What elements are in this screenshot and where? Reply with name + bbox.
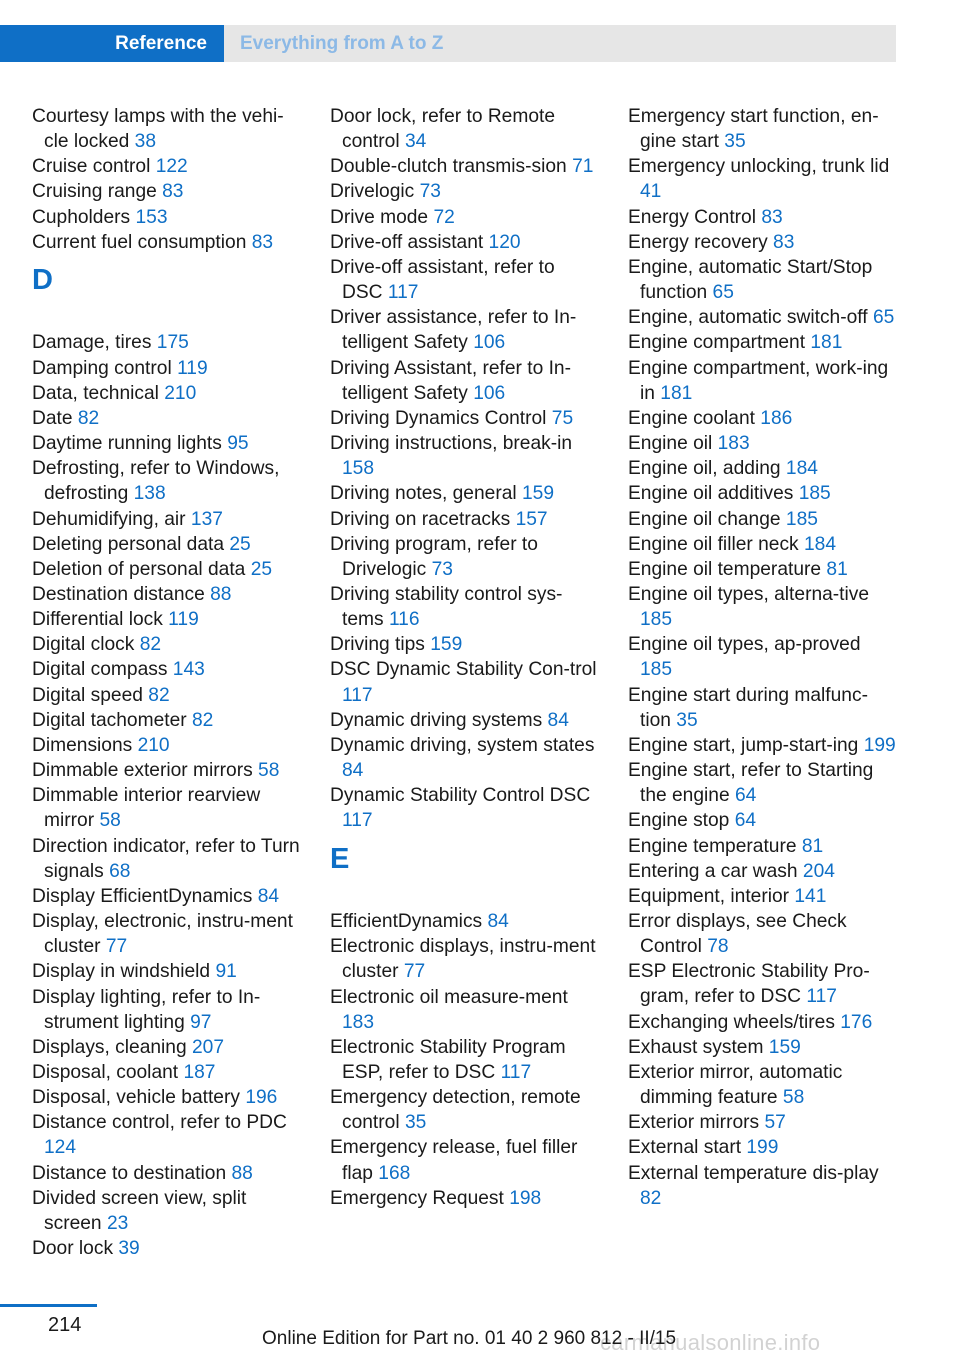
page-reference-link[interactable]: 82 xyxy=(640,1187,662,1209)
index-entry xyxy=(330,708,600,733)
index-entry-text: Engine oil filler neck xyxy=(628,533,799,555)
index-entry xyxy=(628,884,896,909)
index-entry-text: Exterior mirrors xyxy=(628,1112,760,1134)
index-entry-text: Engine oil xyxy=(628,433,713,455)
index-entry-text: Distance to destination xyxy=(32,1162,227,1184)
index-entry xyxy=(628,632,896,682)
page-reference-link[interactable]: 117 xyxy=(387,282,419,304)
index-entry xyxy=(628,532,896,557)
page-reference-link[interactable]: 185 xyxy=(798,483,831,505)
page-reference-link[interactable]: 137 xyxy=(190,508,223,530)
page-reference-link[interactable]: 38 xyxy=(134,131,157,153)
index-entry-text: Damage, tires xyxy=(32,332,152,354)
index-entry xyxy=(32,1161,300,1186)
index-entry xyxy=(32,582,300,607)
index-entry xyxy=(32,507,300,532)
index-entry-text: Engine start during malfunc‐tion xyxy=(628,684,868,731)
page-reference-link[interactable]: 73 xyxy=(431,558,453,580)
page-reference-link[interactable]: 95 xyxy=(227,433,249,455)
page-reference-link[interactable]: 185 xyxy=(640,659,673,681)
index-entry xyxy=(32,381,300,406)
index-entry xyxy=(330,179,600,204)
index-entry-text: Entering a car wash xyxy=(628,860,798,882)
page-reference-link[interactable]: 119 xyxy=(177,357,208,379)
page-reference-link[interactable]: 210 xyxy=(164,382,197,404)
page-reference-link[interactable]: 124 xyxy=(44,1137,77,1159)
index-entry xyxy=(32,104,300,154)
page-reference-link[interactable]: 58 xyxy=(782,1087,805,1109)
index-entry xyxy=(330,1135,600,1185)
index-entry-text: Driving stability control sys‐tems xyxy=(330,583,563,631)
index-entry xyxy=(32,708,300,733)
index-entry xyxy=(628,683,896,733)
page-reference-link[interactable]: 88 xyxy=(210,584,232,605)
index-entry-text: Divided screen view, split screen xyxy=(32,1187,247,1234)
index-entry xyxy=(330,1186,600,1211)
index-entry-text: Engine start, refer to Starting the engine xyxy=(628,760,874,807)
index-entry xyxy=(330,406,600,431)
index-entry-text: Door lock xyxy=(32,1238,114,1260)
index-entry-text: Deleting personal data xyxy=(32,533,225,555)
index-entry xyxy=(330,305,600,355)
page-reference-link[interactable]: 35 xyxy=(724,131,746,153)
index-entry-text: Electronic oil measure‐ment xyxy=(330,986,568,1008)
index-entry-text: Displays, cleaning xyxy=(32,1036,187,1058)
index-entry-text: Energy recovery xyxy=(628,231,768,253)
index-entry xyxy=(32,657,300,682)
index-entry xyxy=(32,959,300,984)
index-column-1 xyxy=(32,104,300,1261)
index-entry-text: Digital clock xyxy=(32,634,135,656)
index-entry xyxy=(330,657,600,707)
index-entry xyxy=(628,154,896,204)
index-entry xyxy=(32,758,300,783)
index-entry xyxy=(330,733,600,783)
index-entry-text: Courtesy lamps with the vehi‐cle locked xyxy=(32,106,284,153)
index-entry xyxy=(628,1110,896,1135)
index-entry-text: Distance control, refer to PDC xyxy=(32,1112,287,1134)
index-entry-text: Direction indicator, refer to Turn signals xyxy=(32,835,300,882)
page-reference-link[interactable]: 82 xyxy=(77,407,100,429)
page-reference-link[interactable]: 65 xyxy=(712,282,734,304)
page-reference-link[interactable]: 57 xyxy=(764,1112,786,1134)
index-entry-text: Cruise control xyxy=(32,156,151,178)
index-entry xyxy=(32,330,300,355)
page-reference-link[interactable]: 122 xyxy=(155,156,188,178)
index-entry xyxy=(628,1161,896,1211)
index-entry-text: Differential lock xyxy=(32,609,163,631)
index-entry-text: Driving notes, general xyxy=(330,483,517,505)
page-reference-link[interactable]: 65 xyxy=(872,307,895,329)
index-entry-text: Electronic Stability Program ESP, refer to DSC xyxy=(330,1036,566,1083)
index-entry xyxy=(628,834,896,859)
page-reference-link[interactable]: 82 xyxy=(148,684,170,706)
index-entry xyxy=(32,909,300,959)
index-entry-text: Equipment, interior xyxy=(628,885,790,907)
index-entry-text: Engine coolant xyxy=(628,407,755,429)
watermark: carmanualsonline.info xyxy=(600,1330,821,1355)
page-reference-link[interactable]: 84 xyxy=(342,760,364,782)
page-reference-link[interactable]: 64 xyxy=(734,785,757,807)
index-entry xyxy=(32,179,300,204)
index-entry xyxy=(628,507,896,532)
index-entry xyxy=(330,934,600,984)
index-entry-text: External temperature dis‐play xyxy=(628,1162,879,1184)
page-reference-link[interactable]: 75 xyxy=(551,407,574,429)
page-reference-link[interactable]: 186 xyxy=(760,407,793,429)
page-reference-link[interactable]: 196 xyxy=(245,1087,278,1109)
index-entry xyxy=(628,481,896,506)
page-reference-link[interactable]: 68 xyxy=(109,860,131,882)
index-entry xyxy=(32,431,300,456)
index-entry xyxy=(628,582,896,632)
index-entry-text: External start xyxy=(628,1137,742,1159)
index-entry-text: Door lock, refer to Remote control xyxy=(330,106,556,153)
index-entry-text: Display EfficientDynamics xyxy=(32,885,253,907)
index-entry-text: Engine temperature xyxy=(628,835,797,857)
page-reference-link[interactable]: 77 xyxy=(403,961,426,983)
index-entry-text: Engine oil additives xyxy=(628,483,794,505)
index-entry-text: Dehumidifying, air xyxy=(32,508,186,530)
index-entry-text: Error displays, see Check Control xyxy=(628,911,847,958)
index-entry-text: Damping control xyxy=(32,357,172,379)
index-entry-text: DSC Dynamic Stability Con‐trol xyxy=(330,659,597,681)
index-entry-text: Engine oil types, alterna‐tive xyxy=(628,583,870,605)
index-entry-text: Display, electronic, instru‐ment cluster xyxy=(32,911,293,958)
index-column-3 xyxy=(628,104,896,1211)
edition-text: Online Edition for Part no. 01 40 2 960 812 - II/15 xyxy=(262,1328,677,1349)
index-entry xyxy=(330,582,600,632)
page-reference-link[interactable]: 181 xyxy=(660,382,693,404)
index-column-2 xyxy=(330,104,600,1211)
index-entry-text: EfficientDynamics xyxy=(330,911,483,933)
page-reference-link[interactable]: 83 xyxy=(761,206,783,228)
index-entry xyxy=(32,406,300,431)
index-entry-text: Dimmable exterior mirrors xyxy=(32,760,253,782)
index-entry xyxy=(330,356,600,406)
index-entry xyxy=(32,205,300,230)
page-reference-link[interactable]: 84 xyxy=(257,885,280,907)
page-reference-link[interactable]: 117 xyxy=(342,684,373,706)
index-entry xyxy=(330,104,600,154)
index-entry xyxy=(628,959,896,1009)
index-entry-text: Emergency unlocking, trunk lid xyxy=(628,156,890,178)
index-entry xyxy=(32,1085,300,1110)
page-reference-link[interactable]: 138 xyxy=(133,483,166,505)
page-reference-link[interactable]: 88 xyxy=(231,1162,253,1184)
index-entry xyxy=(330,154,600,179)
index-entry xyxy=(330,985,600,1035)
page-reference-link[interactable]: 198 xyxy=(509,1187,542,1209)
index-entry-text: Digital tachometer xyxy=(32,709,187,731)
index-entry-text: Driver assistance, refer to In‐telligent Safety xyxy=(330,307,577,354)
index-entry-text: Digital speed xyxy=(32,684,143,706)
index-entry-text: Emergency detection, remote control xyxy=(330,1087,581,1134)
page-reference-link[interactable]: 58 xyxy=(99,810,121,832)
index-entry xyxy=(330,507,600,532)
page-reference-link[interactable]: 23 xyxy=(106,1212,129,1234)
index-entry-text: Dimmable interior rearview mirror xyxy=(32,785,261,832)
page-reference-link[interactable]: 153 xyxy=(135,206,168,228)
index-entry-text: Drivelogic xyxy=(330,181,415,203)
index-entry xyxy=(628,205,896,230)
page-reference-link[interactable]: 25 xyxy=(229,533,251,555)
index-entry-text: Dynamic Stability Control DSC xyxy=(330,785,591,807)
index-entry xyxy=(32,532,300,557)
page-reference-link[interactable]: 185 xyxy=(640,609,673,631)
index-entry xyxy=(330,255,600,305)
page-reference-link[interactable]: 71 xyxy=(572,156,594,178)
page-reference-link[interactable]: 181 xyxy=(810,332,843,354)
section-tab-reference[interactable]: Reference xyxy=(0,25,224,62)
page-reference-link[interactable]: 159 xyxy=(430,634,463,656)
page-reference-link[interactable]: 117 xyxy=(342,810,373,832)
index-entry xyxy=(32,1035,300,1060)
page-reference-link[interactable]: 185 xyxy=(785,508,818,530)
page-reference-link[interactable]: 204 xyxy=(802,860,835,882)
page-reference-link[interactable]: 83 xyxy=(773,231,795,253)
page-reference-link[interactable]: 175 xyxy=(156,332,189,354)
footer-rule xyxy=(0,1304,97,1307)
page-reference-link[interactable]: 183 xyxy=(717,433,750,455)
index-entry xyxy=(32,1186,300,1236)
page-reference-link[interactable]: 159 xyxy=(522,483,555,505)
index-entry-text: Emergency release, fuel filler flap xyxy=(330,1137,578,1184)
index-entry xyxy=(628,431,896,456)
index-entry-text: Cruising range xyxy=(32,181,157,203)
page-reference-link[interactable]: 187 xyxy=(183,1061,216,1083)
page-reference-link[interactable]: 58 xyxy=(258,760,280,782)
page-reference-link[interactable]: 158 xyxy=(342,458,375,480)
page-reference-link[interactable]: 81 xyxy=(801,835,824,857)
index-entry-text: Driving instructions, break-in xyxy=(330,433,573,455)
index-entry xyxy=(628,557,896,582)
index-entry-text: Display lighting, refer to In‐strument lighting xyxy=(32,986,261,1033)
page-reference-link[interactable]: 72 xyxy=(433,206,455,228)
page-reference-link[interactable]: 199 xyxy=(746,1137,779,1159)
page-reference-link[interactable]: 35 xyxy=(676,709,698,731)
page-number: 214 xyxy=(48,1314,82,1336)
index-entry xyxy=(628,330,896,355)
index-entry xyxy=(628,406,896,431)
index-entry-text: Cupholders xyxy=(32,206,131,228)
index-entry-text: Date xyxy=(32,407,73,429)
page-reference-link[interactable]: 91 xyxy=(215,961,237,983)
index-entry xyxy=(32,607,300,632)
index-entry-text: Engine oil change xyxy=(628,508,781,530)
index-entry-text: Dynamic driving, system states xyxy=(330,734,595,756)
page-reference-link[interactable]: 117 xyxy=(500,1061,532,1083)
index-entry xyxy=(32,783,300,833)
index-entry xyxy=(32,230,300,255)
index-entry xyxy=(32,884,300,909)
index-entry-text: Driving tips xyxy=(330,634,425,656)
index-entry-text: Data, technical xyxy=(32,382,159,404)
index-entry-text: Engine oil, adding xyxy=(628,458,781,480)
page-reference-link[interactable]: 106 xyxy=(473,332,506,354)
page-reference-link[interactable]: 176 xyxy=(840,1011,873,1033)
index-entry xyxy=(330,1035,600,1085)
index-entry-text: Driving program, refer to Drivelogic xyxy=(330,533,538,580)
section-tab-a-to-z[interactable]: Everything from A to Z xyxy=(240,33,444,54)
index-entry xyxy=(32,154,300,179)
page-reference-link[interactable]: 39 xyxy=(118,1238,140,1260)
page-reference-link[interactable]: 143 xyxy=(172,659,205,681)
index-entry-text: Destination distance xyxy=(32,584,205,605)
index-entry xyxy=(628,456,896,481)
index-entry xyxy=(32,632,300,657)
page-reference-link[interactable]: 41 xyxy=(640,181,662,203)
index-entry xyxy=(628,104,896,154)
page-reference-link[interactable]: 82 xyxy=(139,634,162,656)
index-entry-text: Deletion of personal data xyxy=(32,558,246,580)
index-entry xyxy=(330,1085,600,1135)
index-entry-text: Driving Dynamics Control xyxy=(330,407,547,429)
page-reference-link[interactable]: 157 xyxy=(515,508,548,530)
index-entry xyxy=(628,305,896,330)
index-letter-heading: D xyxy=(32,263,53,296)
index-entry-text: Double-clutch transmis‐sion xyxy=(330,156,567,178)
page-reference-link[interactable]: 83 xyxy=(162,181,184,203)
index-entry-text: Energy Control xyxy=(628,206,756,228)
page-reference-link[interactable]: 183 xyxy=(342,1011,375,1033)
page-reference-link[interactable]: 77 xyxy=(105,936,128,958)
page-reference-link[interactable]: 84 xyxy=(487,911,509,933)
index-entry-text: Exterior mirror, automatic dimming feature xyxy=(628,1061,843,1109)
index-entry xyxy=(330,783,600,833)
page-reference-link[interactable]: 141 xyxy=(794,885,827,907)
index-entry xyxy=(32,1110,300,1160)
page-reference-link[interactable]: 82 xyxy=(191,709,214,731)
page-reference-link[interactable]: 199 xyxy=(863,734,896,756)
index-entry-text: Engine oil temperature xyxy=(628,558,822,580)
index-entry xyxy=(330,909,600,934)
index-entry xyxy=(330,431,600,481)
index-entry-text: Engine start, jump-start‐ing xyxy=(628,734,859,756)
index-entry xyxy=(32,834,300,884)
index-entry xyxy=(330,230,600,255)
page-reference-link[interactable]: 64 xyxy=(734,810,757,832)
page-reference-link[interactable]: 25 xyxy=(250,558,273,580)
index-entry xyxy=(628,1060,896,1110)
page-reference-link[interactable]: 168 xyxy=(378,1162,411,1184)
index-entry-text: Disposal, vehicle battery xyxy=(32,1087,240,1109)
page-reference-link[interactable]: 84 xyxy=(547,709,569,731)
index-entry-text: ESP Electronic Stability Pro‐gram, refer to DSC xyxy=(628,961,870,1008)
index-entry-text: Engine, automatic Start/Stop function xyxy=(628,256,873,304)
index-entry-text: Dimensions xyxy=(32,734,133,756)
index-entry xyxy=(330,481,600,506)
index-entry-text: Driving on racetracks xyxy=(330,508,511,530)
page-reference-link[interactable]: 106 xyxy=(473,382,506,404)
page-reference-link[interactable]: 83 xyxy=(251,231,274,253)
index-entry xyxy=(628,909,896,959)
index-entry-text: Defrosting, refer to Windows, defrosting xyxy=(32,458,280,505)
index-entry xyxy=(330,205,600,230)
index-entry-text: Disposal, coolant xyxy=(32,1061,179,1083)
index-entry-text: Electronic displays, instru‐ment cluster xyxy=(330,936,596,983)
index-entry xyxy=(628,1135,896,1160)
page-reference-link[interactable]: 35 xyxy=(404,1112,427,1134)
index-entry-text: Emergency Request xyxy=(330,1187,504,1209)
index-entry xyxy=(628,758,896,808)
page-reference-link[interactable]: 73 xyxy=(419,181,441,203)
index-entry xyxy=(628,1010,896,1035)
index-entry-text: Engine compartment xyxy=(628,332,806,354)
index-entry-text: Exhaust system xyxy=(628,1036,764,1058)
index-entry-text: Engine stop xyxy=(628,810,730,832)
page-reference-link[interactable]: 210 xyxy=(137,734,170,756)
index-entry xyxy=(32,985,300,1035)
index-entry-text: Emergency start function, en‐gine start xyxy=(628,106,879,153)
index-entry xyxy=(628,859,896,884)
page-reference-link[interactable]: 97 xyxy=(190,1011,212,1033)
index-entry-text: Digital compass xyxy=(32,659,168,681)
page-reference-link[interactable]: 81 xyxy=(826,558,848,580)
page-reference-link[interactable]: 159 xyxy=(768,1036,801,1058)
index-entry xyxy=(628,356,896,406)
header-bar xyxy=(0,25,896,62)
index-entry xyxy=(628,230,896,255)
page-reference-link[interactable]: 207 xyxy=(192,1036,225,1058)
index-entry xyxy=(32,1236,300,1261)
index-letter-heading: E xyxy=(330,842,350,875)
index-entry xyxy=(330,632,600,657)
index-entry-text: Engine oil types, ap‐proved xyxy=(628,634,861,656)
index-entry-text: Current fuel consumption xyxy=(32,231,247,253)
page-reference-link[interactable]: 34 xyxy=(404,131,427,153)
index-entry xyxy=(628,808,896,833)
index-entry xyxy=(628,255,896,305)
index-entry xyxy=(32,733,300,758)
page-reference-link[interactable]: 120 xyxy=(488,231,521,253)
index-entry xyxy=(32,1060,300,1085)
index-entry-text: Engine compartment, work‐ing in xyxy=(628,357,889,404)
index-entry-text: Driving Assistant, refer to In‐telligent Safety xyxy=(330,357,571,404)
index-entry xyxy=(32,356,300,381)
page-reference-link[interactable]: 78 xyxy=(707,936,729,958)
index-entry xyxy=(628,733,896,758)
page-reference-link[interactable]: 117 xyxy=(806,986,837,1008)
page-reference-link[interactable]: 116 xyxy=(388,609,420,631)
index-entry xyxy=(32,683,300,708)
index-entry-text: Drive-off assistant xyxy=(330,231,484,253)
index-entry xyxy=(32,557,300,582)
index-entry-text: Engine, automatic switch-off xyxy=(628,307,868,329)
index-entry-text: Drive-off assistant, refer to DSC xyxy=(330,256,555,304)
index-entry-text: Dynamic driving systems xyxy=(330,709,543,731)
page-reference-link[interactable]: 184 xyxy=(804,533,837,555)
index-entry xyxy=(628,1035,896,1060)
index-entry xyxy=(32,456,300,506)
index-entry-text: Daytime running lights xyxy=(32,433,222,455)
index-entry-text: Drive mode xyxy=(330,206,429,228)
index-entry xyxy=(330,532,600,582)
index-entry-text: Exchanging wheels/tires xyxy=(628,1011,835,1033)
index-entry-text: Display in windshield xyxy=(32,961,211,983)
page-reference-link[interactable]: 119 xyxy=(168,609,199,631)
page-reference-link[interactable]: 184 xyxy=(785,458,818,480)
